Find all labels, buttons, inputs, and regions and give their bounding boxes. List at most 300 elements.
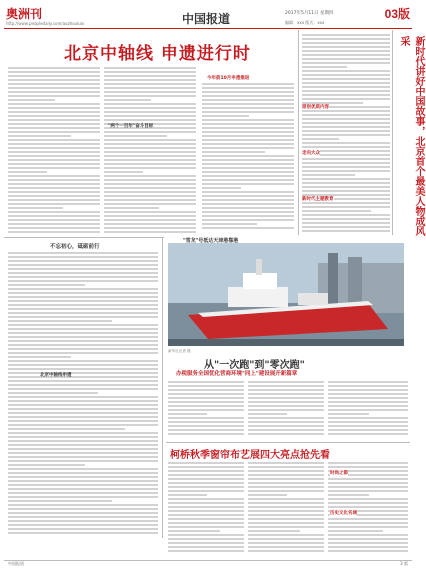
text-line	[328, 425, 408, 427]
text-line	[328, 490, 408, 492]
text-line	[104, 131, 196, 133]
text-line	[168, 538, 244, 540]
text-line	[104, 135, 167, 137]
editor-credits: 编辑：xxx 版式：xxx	[285, 20, 325, 25]
text-line	[8, 191, 100, 193]
text-line	[8, 276, 158, 278]
text-line	[328, 526, 408, 528]
text-line	[248, 482, 324, 484]
text-line	[168, 478, 244, 480]
section-divider	[166, 442, 410, 443]
text-line	[328, 534, 408, 536]
text-line	[104, 87, 196, 89]
article-body	[202, 83, 294, 233]
text-line	[328, 482, 408, 484]
text-line	[8, 155, 100, 157]
text-line	[168, 425, 244, 427]
text-line	[302, 202, 390, 204]
text-line	[202, 135, 294, 137]
text-line	[302, 118, 390, 120]
text-line	[302, 34, 390, 36]
text-line	[8, 436, 158, 438]
text-line	[328, 550, 408, 552]
text-line	[302, 146, 390, 148]
text-line	[248, 425, 324, 427]
column-divider	[392, 30, 393, 235]
text-line	[8, 79, 100, 81]
text-line	[202, 131, 294, 133]
text-line	[8, 308, 158, 310]
text-line	[302, 122, 390, 124]
text-line	[168, 429, 244, 431]
text-line	[328, 409, 408, 411]
text-line	[302, 130, 390, 132]
text-line	[248, 498, 324, 500]
text-line	[168, 397, 244, 399]
text-line	[8, 508, 158, 510]
text-line	[328, 413, 369, 415]
text-line	[248, 506, 324, 508]
text-line	[302, 134, 390, 136]
text-line	[328, 401, 408, 403]
text-line	[8, 428, 125, 430]
text-line	[8, 476, 158, 478]
text-line	[8, 400, 158, 402]
text-line	[104, 99, 151, 101]
text-line	[104, 167, 196, 169]
text-line	[8, 452, 158, 454]
text-line	[328, 462, 408, 464]
text-line	[8, 83, 100, 85]
text-line	[104, 195, 196, 197]
text-line	[8, 340, 158, 342]
text-line	[104, 231, 196, 233]
text-line	[302, 90, 390, 92]
text-line	[8, 464, 85, 466]
text-line	[8, 183, 100, 185]
text-line	[8, 312, 158, 314]
text-line	[168, 494, 207, 496]
right-subhead: 时尚之都	[330, 471, 348, 476]
text-line	[8, 432, 158, 434]
text-line	[8, 420, 158, 422]
text-line	[8, 115, 100, 117]
text-line	[8, 480, 158, 482]
text-line	[202, 199, 294, 201]
text-line	[202, 95, 294, 97]
section-title: 中国报道	[182, 12, 231, 26]
text-line	[8, 520, 158, 522]
text-line	[8, 380, 158, 382]
text-line	[202, 219, 294, 221]
article-body	[302, 34, 390, 234]
text-line	[202, 191, 294, 193]
text-line	[8, 412, 158, 414]
text-line	[104, 91, 196, 93]
text-line	[168, 534, 244, 536]
text-line	[8, 496, 158, 498]
text-line	[248, 518, 324, 520]
text-line	[104, 115, 196, 117]
text-line	[8, 123, 100, 125]
text-line	[8, 211, 100, 213]
text-line	[302, 74, 390, 76]
text-line	[248, 474, 324, 476]
text-line	[8, 316, 158, 318]
text-line	[202, 223, 257, 225]
ship-photo	[168, 243, 404, 346]
text-line	[168, 506, 244, 508]
text-line	[8, 448, 158, 450]
text-line	[104, 203, 196, 205]
text-line	[328, 506, 408, 508]
text-line	[168, 502, 244, 504]
main-headline: 北京中轴线 申遗进行时	[64, 44, 251, 64]
text-line	[168, 401, 244, 403]
text-line	[104, 183, 196, 185]
text-line	[104, 95, 196, 97]
text-line	[8, 67, 100, 69]
text-line	[104, 163, 196, 165]
text-line	[202, 83, 294, 85]
text-line	[248, 478, 324, 480]
text-line	[104, 207, 159, 209]
dateline: 2017年5月11日 星期四	[285, 11, 334, 16]
text-line	[168, 474, 244, 476]
text-line	[328, 433, 408, 435]
text-line	[8, 223, 100, 225]
mid-subheadline: 办税服务全国优化营商环境"同上"建设展开新篇章	[176, 371, 298, 377]
text-line	[168, 486, 244, 488]
footer-left: 中国报道	[8, 561, 24, 566]
text-line	[8, 336, 158, 338]
text-line	[8, 368, 158, 370]
text-line	[248, 393, 324, 395]
text-line	[8, 135, 71, 137]
text-line	[328, 502, 408, 504]
text-line	[8, 99, 55, 101]
text-line	[168, 409, 244, 411]
text-line	[8, 143, 100, 145]
text-line	[328, 518, 408, 520]
text-line	[104, 215, 196, 217]
text-line	[168, 550, 244, 552]
text-line	[302, 78, 390, 80]
text-line	[8, 528, 158, 530]
text-line	[202, 103, 294, 105]
text-line	[168, 462, 244, 464]
text-line	[168, 393, 244, 395]
text-line	[168, 522, 244, 524]
text-line	[104, 175, 196, 177]
text-line	[202, 127, 294, 129]
text-line	[248, 486, 324, 488]
text-line	[248, 433, 324, 435]
article-body	[248, 381, 324, 439]
text-line	[248, 405, 324, 407]
text-line	[8, 195, 100, 197]
text-line	[302, 114, 390, 116]
text-line	[8, 159, 100, 161]
text-line	[8, 324, 158, 326]
text-line	[8, 199, 100, 201]
text-line	[202, 179, 294, 181]
text-line	[328, 393, 408, 395]
text-line	[248, 526, 324, 528]
text-line	[202, 119, 294, 121]
right-subhead: 走向大众	[302, 151, 320, 156]
bottom-headline: 柯桥秋季窗帘布艺展四大亮点抢先看	[170, 450, 330, 461]
text-line	[8, 372, 158, 374]
text-line	[168, 490, 244, 492]
text-line	[302, 54, 390, 56]
text-line	[8, 304, 158, 306]
text-line	[328, 417, 408, 419]
text-line	[248, 522, 324, 524]
text-line	[8, 227, 100, 229]
text-line	[8, 179, 100, 181]
text-line	[302, 166, 390, 168]
text-line	[8, 364, 158, 366]
text-line	[202, 167, 294, 169]
text-line	[202, 175, 294, 177]
section-divider	[4, 237, 164, 238]
text-line	[248, 514, 324, 516]
text-line	[248, 389, 324, 391]
text-line	[8, 396, 158, 398]
text-line	[168, 530, 220, 532]
text-line	[104, 187, 196, 189]
text-line	[8, 440, 158, 442]
article-body	[8, 252, 158, 537]
text-line	[248, 385, 324, 387]
text-line	[248, 409, 324, 411]
text-line	[248, 413, 287, 415]
text-line	[8, 424, 158, 426]
text-line	[104, 227, 196, 229]
text-line	[168, 482, 244, 484]
text-line	[248, 494, 287, 496]
text-line	[8, 516, 158, 518]
photo-caption-title: "雪龙"号抵达天津港靠港	[183, 238, 239, 244]
text-line	[328, 522, 408, 524]
masthead-title: 奥洲刊	[6, 7, 43, 21]
text-line	[328, 385, 408, 387]
text-line	[202, 163, 294, 165]
text-line	[8, 268, 158, 270]
right-subhead: 新时代主题教育	[302, 197, 334, 202]
text-line	[8, 147, 100, 149]
text-line	[302, 178, 390, 180]
right-subhead: 原创优质内容	[302, 105, 329, 110]
text-line	[104, 67, 196, 69]
text-line	[8, 175, 100, 177]
text-line	[168, 421, 244, 423]
text-line	[328, 405, 408, 407]
text-line	[8, 488, 158, 490]
text-line	[8, 71, 100, 73]
text-line	[202, 159, 294, 161]
text-line	[8, 107, 100, 109]
text-line	[104, 111, 196, 113]
text-line	[104, 107, 196, 109]
text-line	[8, 348, 158, 350]
text-line	[302, 94, 390, 96]
text-line	[202, 151, 265, 153]
text-line	[248, 534, 324, 536]
text-line	[328, 486, 408, 488]
text-line	[302, 82, 390, 84]
article-body	[248, 462, 324, 557]
text-line	[8, 256, 158, 258]
text-line	[202, 195, 294, 197]
story-subtitle: 今年前10月申遗推进	[207, 76, 250, 81]
text-line	[8, 384, 158, 386]
text-line	[104, 119, 196, 121]
text-line	[248, 417, 324, 419]
text-line	[302, 214, 390, 216]
text-line	[248, 538, 324, 540]
text-line	[168, 514, 244, 516]
text-line	[328, 421, 408, 423]
text-line	[202, 183, 294, 185]
right-subhead: 历史文化名城	[330, 511, 357, 516]
text-line	[328, 530, 383, 532]
text-line	[302, 210, 371, 212]
text-line	[8, 332, 158, 334]
text-line	[8, 103, 100, 105]
text-line	[302, 186, 390, 188]
text-line	[302, 162, 390, 164]
text-line	[8, 512, 158, 514]
text-line	[248, 462, 324, 464]
text-line	[8, 187, 100, 189]
text-line	[202, 203, 294, 205]
text-line	[8, 492, 158, 494]
text-line	[202, 91, 294, 93]
text-line	[104, 155, 196, 157]
text-line	[8, 404, 158, 406]
text-line	[202, 139, 294, 141]
text-line	[328, 389, 408, 391]
text-line	[8, 252, 158, 254]
text-line	[302, 70, 390, 72]
text-line	[168, 542, 244, 544]
text-line	[248, 401, 324, 403]
text-line	[202, 99, 294, 101]
text-line	[168, 498, 244, 500]
text-line	[302, 126, 390, 128]
text-line	[104, 143, 196, 145]
article-body	[104, 67, 196, 237]
text-line	[8, 260, 158, 262]
text-line	[168, 526, 244, 528]
mid-headline: 从"一次跑"到"零次跑"	[204, 360, 305, 371]
text-line	[8, 95, 100, 97]
text-line	[302, 218, 390, 220]
text-line	[302, 230, 390, 232]
text-line	[302, 98, 390, 100]
story-subtitle: 北京中轴线申遗	[40, 373, 72, 378]
text-line	[8, 75, 100, 77]
text-line	[8, 119, 100, 121]
text-line	[8, 468, 158, 470]
text-line	[202, 115, 249, 117]
text-line	[248, 490, 324, 492]
text-line	[104, 79, 196, 81]
text-line	[8, 91, 100, 93]
text-line	[8, 167, 100, 169]
text-line	[328, 381, 408, 383]
text-line	[168, 417, 244, 419]
article-body	[8, 67, 100, 237]
text-line	[328, 466, 408, 468]
text-line	[104, 171, 143, 173]
text-line	[302, 174, 355, 176]
text-line	[8, 231, 100, 233]
text-line	[104, 191, 196, 193]
text-line	[202, 143, 294, 145]
text-line	[8, 151, 100, 153]
text-line	[8, 264, 158, 266]
masthead-url[interactable]: http://www.peopledaily.com/aozhoukan	[6, 21, 85, 26]
text-line	[168, 466, 244, 468]
text-line	[202, 227, 294, 229]
text-line	[202, 187, 241, 189]
text-line	[104, 159, 196, 161]
text-line	[104, 75, 196, 77]
text-line	[8, 127, 100, 129]
text-line	[328, 498, 408, 500]
text-line	[168, 470, 244, 472]
text-line	[302, 190, 390, 192]
text-line	[8, 532, 158, 534]
text-line	[248, 542, 324, 544]
text-line	[8, 300, 158, 302]
text-line	[168, 381, 244, 383]
text-line	[202, 107, 294, 109]
footer-rule	[4, 560, 412, 561]
text-line	[302, 142, 390, 144]
text-line	[8, 456, 158, 458]
text-line	[168, 546, 244, 548]
text-line	[8, 408, 158, 410]
text-line	[302, 86, 390, 88]
text-line	[168, 385, 244, 387]
text-line	[8, 280, 158, 282]
footer-right: 3 版	[400, 561, 408, 566]
header-rule	[4, 28, 412, 29]
text-line	[302, 46, 390, 48]
column-divider	[298, 30, 299, 235]
text-line	[8, 111, 100, 113]
text-line	[202, 111, 294, 113]
text-line	[248, 429, 324, 431]
text-line	[302, 222, 390, 224]
text-line	[168, 405, 244, 407]
text-line	[104, 223, 196, 225]
text-line	[248, 470, 324, 472]
text-line	[8, 219, 100, 221]
text-line	[302, 110, 390, 112]
text-line	[202, 155, 294, 157]
text-line	[104, 103, 196, 105]
text-line	[302, 170, 390, 172]
text-line	[328, 542, 408, 544]
text-line	[8, 272, 158, 274]
text-line	[104, 147, 196, 149]
text-line	[302, 158, 390, 160]
